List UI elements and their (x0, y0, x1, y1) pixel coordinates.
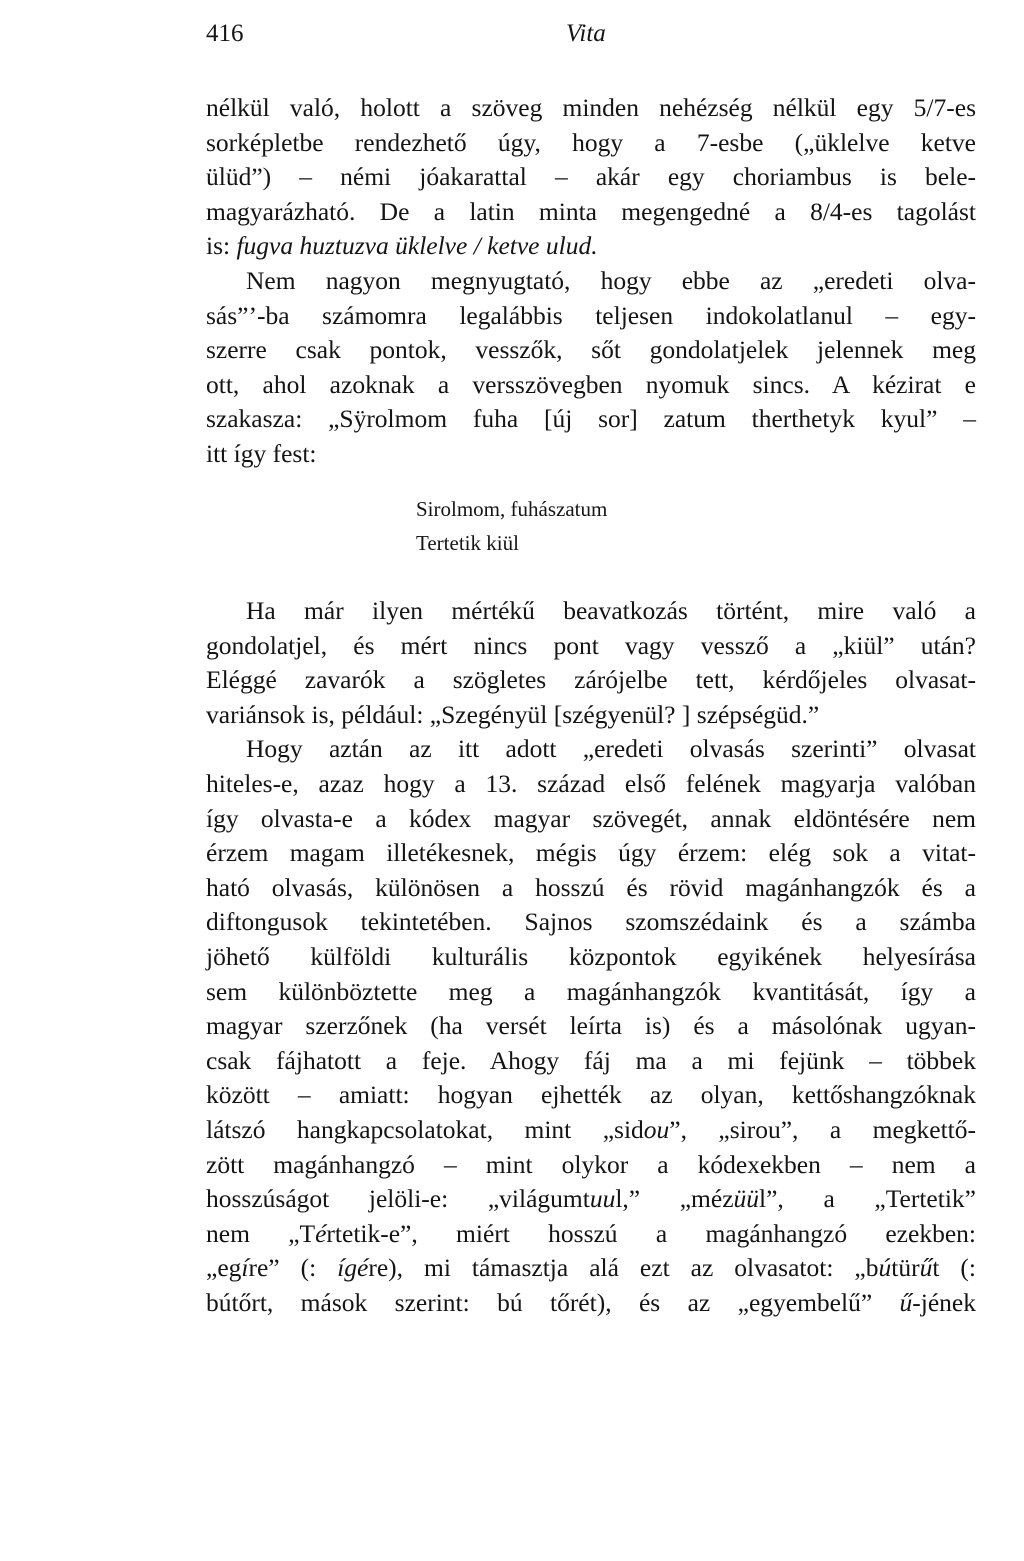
italic-letters: ű (899, 1287, 913, 1317)
text-line (206, 229, 976, 264)
italic-quote: fugva huztuzva üklelve / ketve ulud. (236, 231, 598, 261)
text-run: tür (891, 1253, 920, 1283)
text-line: szakasza: „Sÿrolmom fuha [új sor] zatum therthetyk kyul” – (206, 404, 976, 434)
text-run: is: (206, 231, 237, 261)
text-run: t (: (932, 1253, 976, 1283)
text-run: hosszúságot jelöli-e: „világumt (206, 1184, 590, 1214)
text-block-after-verse (206, 594, 976, 1320)
paragraph-first-line: Nem nagyon megnyugtató, hogy ebbe az „eredeti olva- (246, 265, 976, 295)
text-line: Eléggé zavarók a szögletes zárójelbe tett, kérdőjeles olvasat- (206, 665, 976, 695)
text-line: zött magánhangzó – mint olykor a kódexekben – nem a (206, 1149, 976, 1179)
italic-letters: í (241, 1253, 249, 1283)
verse-quotation (416, 492, 607, 560)
text-line: ott, ahol azoknak a versszövegben nyomuk sincs. A kézirat e (206, 369, 976, 399)
text-line: hiteles-e, azaz hogy a 13. század első felének magyarja valóban (206, 768, 976, 798)
italic-letters: é (315, 1218, 327, 1248)
italic-letters: ou (643, 1114, 670, 1144)
text-line (206, 1182, 976, 1217)
text-line: nélkül való, holott a szöveg minden nehézség nélkül egy 5/7-es (206, 93, 976, 122)
text-run: „eg (206, 1253, 242, 1283)
italic-letters: ű (919, 1253, 933, 1283)
text-line: csak fájhatott a feje. Ahogy fáj ma a mi fejünk – többek (206, 1045, 976, 1075)
text-run: bútőrt, mások szerint: bú tőrét), és az „egyembelű” (206, 1287, 900, 1317)
verse-line: Sirolmom, fuhászatum (416, 497, 608, 521)
text-line: itt így fest: (206, 438, 317, 468)
text-line (206, 1251, 976, 1286)
text-line: sorképletbe rendezhető úgy, hogy a 7-esbe („üklelve ketve (206, 127, 976, 157)
text-line (206, 1217, 976, 1252)
paragraph-first-line: Ha már ilyen mértékű beavatkozás történt, mire való a (246, 596, 976, 625)
italic-letters: üü (733, 1184, 760, 1214)
text-run: re” (: (248, 1253, 338, 1283)
text-line (206, 1113, 976, 1148)
text-run: ”, „sirou”, a megkettő- (669, 1114, 977, 1144)
page-number: 416 (206, 20, 244, 47)
text-run: nem „T (206, 1218, 316, 1248)
text-run: látszó hangkapcsolatokat, mint „sid (206, 1114, 644, 1144)
text-run: l,” „méz (615, 1184, 734, 1214)
text-line: ható olvasás, különösen a hosszú és rövid magánhangzók és a (206, 872, 976, 902)
text-line: szerre csak pontok, vesszők, sőt gondolatjelek jelennek meg (206, 335, 976, 365)
text-line: érzem magam illetékesnek, mégis úgy érzem: elég sok a vitat- (206, 838, 976, 868)
text-line (206, 1286, 976, 1321)
italic-letters: ú (878, 1253, 892, 1283)
text-line: gondolatjel, és mért nincs pont vagy vessző a „kiül” után? (206, 630, 976, 660)
text-run: rtetik-e”, miért hosszú a magánhangzó ezekben: (326, 1218, 976, 1248)
text-line: között – amiatt: hogyan ejhették az olyan, kettőshangzóknak (206, 1080, 976, 1110)
italic-letters: ígé (337, 1253, 369, 1283)
text-block-before-verse (206, 91, 976, 472)
text-line: jöhető külföldi kulturális központok egyikének helyesírása (206, 941, 976, 971)
text-line: variánsok is, például: „Szegényül [szégyenül? ] szépségüd.” (206, 699, 820, 729)
text-line: magyarázható. De a latin minta megengedné a 8/4-es tagolást (206, 196, 976, 226)
text-run: re), mi támasztja alá ezt az olvasatot: „b (368, 1253, 879, 1283)
text-line: sás”’-ba számomra legalábbis teljesen indokolatlanul – egy- (206, 300, 976, 330)
paragraph-first-line: Hogy aztán az itt adott „eredeti olvasás szerinti” olvasat (246, 734, 976, 764)
page-header (206, 16, 976, 52)
text-line: diftongusok tekintetében. Sajnos szomszédaink és a számba (206, 907, 976, 937)
italic-letters: uu (589, 1184, 616, 1214)
text-run: l”, a „Tertetik” (759, 1184, 976, 1214)
text-line: magyar szerzőnek (ha versét leírta is) és a másolónak ugyan- (206, 1011, 976, 1041)
text-line: sem különböztette meg a magánhangzók kvantitását, így a (206, 976, 976, 1006)
verse-line: Tertetik kiül (416, 531, 519, 555)
text-line: így olvasta-e a kódex magyar szövegét, annak eldöntésére nem (206, 803, 976, 833)
text-line: ülüd”) – némi jóakarattal – akár egy choriambus is bele- (206, 162, 976, 192)
text-run: -jének (912, 1287, 976, 1317)
running-title: Vita (566, 20, 606, 47)
